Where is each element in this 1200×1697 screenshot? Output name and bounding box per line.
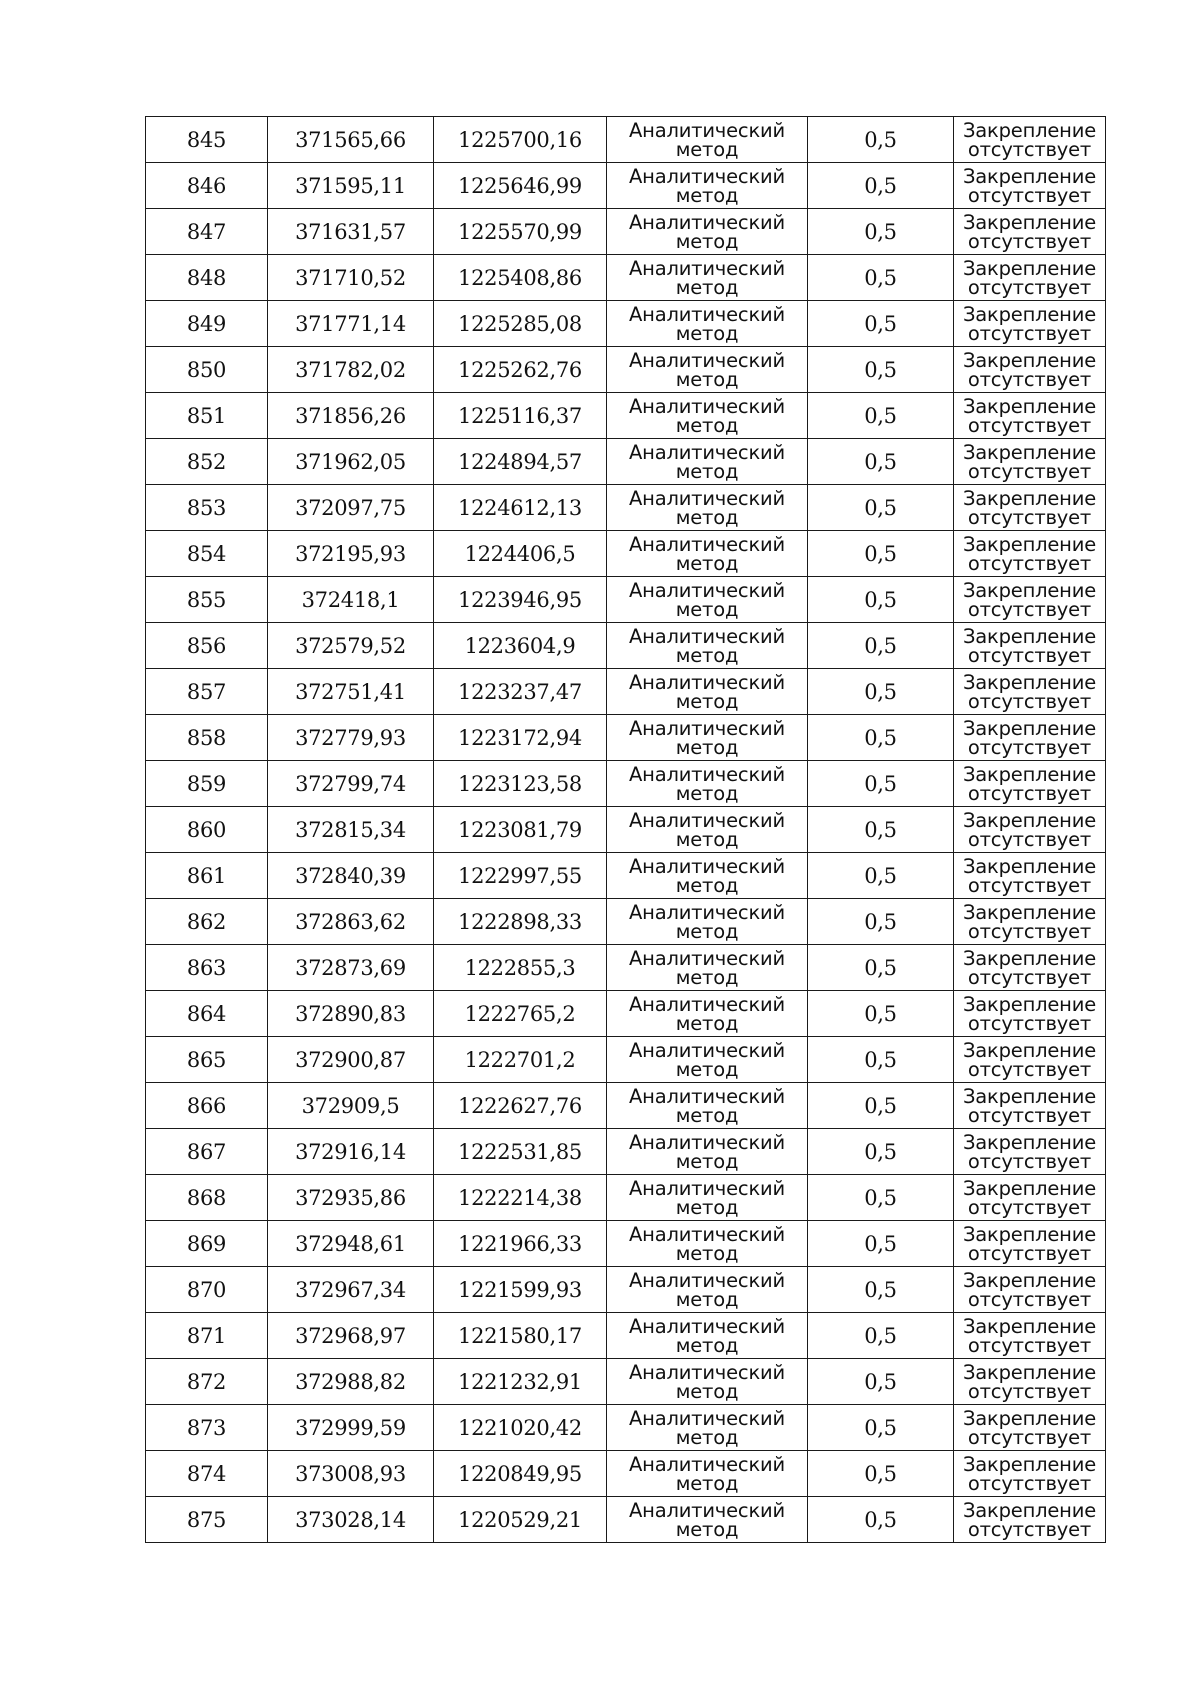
x-coordinate-cell: 372999,59 <box>268 1405 434 1451</box>
accuracy-cell: 0,5 <box>808 1037 954 1083</box>
method-cell: Аналитический метод <box>607 1083 808 1129</box>
fixing-cell: Закрепление отсутствует <box>954 301 1106 347</box>
table-row <box>146 1313 1106 1359</box>
x-coordinate-cell: 371962,05 <box>268 439 434 485</box>
accuracy-cell: 0,5 <box>808 117 954 163</box>
point-number-cell: 852 <box>146 439 268 485</box>
table-row <box>146 899 1106 945</box>
method-cell: Аналитический метод <box>607 1451 808 1497</box>
y-coordinate-cell: 1223604,9 <box>434 623 607 669</box>
point-number-cell: 858 <box>146 715 268 761</box>
table-row <box>146 1359 1106 1405</box>
x-coordinate-cell: 373008,93 <box>268 1451 434 1497</box>
fixing-cell: Закрепление отсутствует <box>954 623 1106 669</box>
method-cell: Аналитический метод <box>607 117 808 163</box>
y-coordinate-cell: 1221966,33 <box>434 1221 607 1267</box>
point-number-cell: 854 <box>146 531 268 577</box>
table-row <box>146 1405 1106 1451</box>
point-number-cell: 865 <box>146 1037 268 1083</box>
point-number-cell: 861 <box>146 853 268 899</box>
y-coordinate-cell: 1222997,55 <box>434 853 607 899</box>
y-coordinate-cell: 1223946,95 <box>434 577 607 623</box>
table-row <box>146 209 1106 255</box>
y-coordinate-cell: 1223081,79 <box>434 807 607 853</box>
table-row <box>146 255 1106 301</box>
method-cell: Аналитический метод <box>607 347 808 393</box>
y-coordinate-cell: 1222855,3 <box>434 945 607 991</box>
x-coordinate-cell: 372840,39 <box>268 853 434 899</box>
point-number-cell: 845 <box>146 117 268 163</box>
y-coordinate-cell: 1222701,2 <box>434 1037 607 1083</box>
y-coordinate-cell: 1225116,37 <box>434 393 607 439</box>
method-cell: Аналитический метод <box>607 485 808 531</box>
table-row <box>146 1221 1106 1267</box>
x-coordinate-cell: 371595,11 <box>268 163 434 209</box>
point-number-cell: 867 <box>146 1129 268 1175</box>
y-coordinate-cell: 1224406,5 <box>434 531 607 577</box>
point-number-cell: 868 <box>146 1175 268 1221</box>
table-row <box>146 1129 1106 1175</box>
x-coordinate-cell: 372968,97 <box>268 1313 434 1359</box>
fixing-cell: Закрепление отсутствует <box>954 899 1106 945</box>
method-cell: Аналитический метод <box>607 623 808 669</box>
method-cell: Аналитический метод <box>607 1129 808 1175</box>
method-cell: Аналитический метод <box>607 209 808 255</box>
accuracy-cell: 0,5 <box>808 899 954 945</box>
method-cell: Аналитический метод <box>607 439 808 485</box>
point-number-cell: 850 <box>146 347 268 393</box>
y-coordinate-cell: 1225408,86 <box>434 255 607 301</box>
method-cell: Аналитический метод <box>607 301 808 347</box>
fixing-cell: Закрепление отсутствует <box>954 945 1106 991</box>
fixing-cell: Закрепление отсутствует <box>954 163 1106 209</box>
point-number-cell: 863 <box>146 945 268 991</box>
fixing-cell: Закрепление отсутствует <box>954 255 1106 301</box>
accuracy-cell: 0,5 <box>808 577 954 623</box>
accuracy-cell: 0,5 <box>808 485 954 531</box>
x-coordinate-cell: 371631,57 <box>268 209 434 255</box>
accuracy-cell: 0,5 <box>808 715 954 761</box>
x-coordinate-cell: 372909,5 <box>268 1083 434 1129</box>
accuracy-cell: 0,5 <box>808 669 954 715</box>
fixing-cell: Закрепление отсутствует <box>954 669 1106 715</box>
table-row <box>146 807 1106 853</box>
x-coordinate-cell: 372779,93 <box>268 715 434 761</box>
x-coordinate-cell: 372815,34 <box>268 807 434 853</box>
fixing-cell: Закрепление отсутствует <box>954 1129 1106 1175</box>
accuracy-cell: 0,5 <box>808 393 954 439</box>
x-coordinate-cell: 371710,52 <box>268 255 434 301</box>
accuracy-cell: 0,5 <box>808 991 954 1037</box>
method-cell: Аналитический метод <box>607 163 808 209</box>
fixing-cell: Закрепление отсутствует <box>954 531 1106 577</box>
point-number-cell: 873 <box>146 1405 268 1451</box>
x-coordinate-cell: 371565,66 <box>268 117 434 163</box>
fixing-cell: Закрепление отсутствует <box>954 485 1106 531</box>
y-coordinate-cell: 1222214,38 <box>434 1175 607 1221</box>
table-row <box>146 1267 1106 1313</box>
x-coordinate-cell: 372890,83 <box>268 991 434 1037</box>
accuracy-cell: 0,5 <box>808 209 954 255</box>
fixing-cell: Закрепление отсутствует <box>954 1037 1106 1083</box>
y-coordinate-cell: 1225646,99 <box>434 163 607 209</box>
table-row <box>146 853 1106 899</box>
method-cell: Аналитический метод <box>607 991 808 1037</box>
fixing-cell: Закрепление отсутствует <box>954 1083 1106 1129</box>
table-row <box>146 669 1106 715</box>
y-coordinate-cell: 1223123,58 <box>434 761 607 807</box>
accuracy-cell: 0,5 <box>808 1129 954 1175</box>
fixing-cell: Закрепление отсутствует <box>954 1359 1106 1405</box>
x-coordinate-cell: 371771,14 <box>268 301 434 347</box>
table-row <box>146 1497 1106 1543</box>
fixing-cell: Закрепление отсутствует <box>954 393 1106 439</box>
fixing-cell: Закрепление отсутствует <box>954 577 1106 623</box>
y-coordinate-cell: 1220529,21 <box>434 1497 607 1543</box>
method-cell: Аналитический метод <box>607 669 808 715</box>
point-number-cell: 874 <box>146 1451 268 1497</box>
fixing-cell: Закрепление отсутствует <box>954 117 1106 163</box>
accuracy-cell: 0,5 <box>808 347 954 393</box>
table-row <box>146 715 1106 761</box>
point-number-cell: 847 <box>146 209 268 255</box>
y-coordinate-cell: 1221020,42 <box>434 1405 607 1451</box>
accuracy-cell: 0,5 <box>808 807 954 853</box>
accuracy-cell: 0,5 <box>808 301 954 347</box>
y-coordinate-cell: 1222627,76 <box>434 1083 607 1129</box>
method-cell: Аналитический метод <box>607 761 808 807</box>
accuracy-cell: 0,5 <box>808 623 954 669</box>
x-coordinate-cell: 372799,74 <box>268 761 434 807</box>
table-row <box>146 485 1106 531</box>
point-number-cell: 859 <box>146 761 268 807</box>
y-coordinate-cell: 1223237,47 <box>434 669 607 715</box>
x-coordinate-cell: 371782,02 <box>268 347 434 393</box>
point-number-cell: 871 <box>146 1313 268 1359</box>
accuracy-cell: 0,5 <box>808 531 954 577</box>
x-coordinate-cell: 372988,82 <box>268 1359 434 1405</box>
fixing-cell: Закрепление отсутствует <box>954 1451 1106 1497</box>
table-row <box>146 1451 1106 1497</box>
method-cell: Аналитический метод <box>607 715 808 761</box>
y-coordinate-cell: 1222531,85 <box>434 1129 607 1175</box>
accuracy-cell: 0,5 <box>808 439 954 485</box>
method-cell: Аналитический метод <box>607 945 808 991</box>
table-row <box>146 761 1106 807</box>
method-cell: Аналитический метод <box>607 1267 808 1313</box>
fixing-cell: Закрепление отсутствует <box>954 347 1106 393</box>
method-cell: Аналитический метод <box>607 255 808 301</box>
point-number-cell: 857 <box>146 669 268 715</box>
table-row <box>146 1037 1106 1083</box>
x-coordinate-cell: 372916,14 <box>268 1129 434 1175</box>
x-coordinate-cell: 372948,61 <box>268 1221 434 1267</box>
accuracy-cell: 0,5 <box>808 1221 954 1267</box>
accuracy-cell: 0,5 <box>808 1451 954 1497</box>
x-coordinate-cell: 371856,26 <box>268 393 434 439</box>
accuracy-cell: 0,5 <box>808 1313 954 1359</box>
accuracy-cell: 0,5 <box>808 1083 954 1129</box>
fixing-cell: Закрепление отсутствует <box>954 209 1106 255</box>
x-coordinate-cell: 372873,69 <box>268 945 434 991</box>
fixing-cell: Закрепление отсутствует <box>954 1267 1106 1313</box>
table-row <box>146 945 1106 991</box>
fixing-cell: Закрепление отсутствует <box>954 1405 1106 1451</box>
table-body <box>146 117 1106 1543</box>
fixing-cell: Закрепление отсутствует <box>954 807 1106 853</box>
point-number-cell: 862 <box>146 899 268 945</box>
method-cell: Аналитический метод <box>607 1037 808 1083</box>
accuracy-cell: 0,5 <box>808 1405 954 1451</box>
table-row <box>146 163 1106 209</box>
y-coordinate-cell: 1225262,76 <box>434 347 607 393</box>
point-number-cell: 848 <box>146 255 268 301</box>
table-row <box>146 1175 1106 1221</box>
table-row <box>146 1083 1106 1129</box>
y-coordinate-cell: 1224612,13 <box>434 485 607 531</box>
fixing-cell: Закрепление отсутствует <box>954 853 1106 899</box>
fixing-cell: Закрепление отсутствует <box>954 1221 1106 1267</box>
fixing-cell: Закрепление отсутствует <box>954 1497 1106 1543</box>
table-row <box>146 117 1106 163</box>
point-number-cell: 855 <box>146 577 268 623</box>
method-cell: Аналитический метод <box>607 577 808 623</box>
table-row <box>146 991 1106 1037</box>
y-coordinate-cell: 1225700,16 <box>434 117 607 163</box>
method-cell: Аналитический метод <box>607 1175 808 1221</box>
point-number-cell: 856 <box>146 623 268 669</box>
y-coordinate-cell: 1222765,2 <box>434 991 607 1037</box>
table-row <box>146 531 1106 577</box>
method-cell: Аналитический метод <box>607 899 808 945</box>
point-number-cell: 853 <box>146 485 268 531</box>
x-coordinate-cell: 372097,75 <box>268 485 434 531</box>
table-row <box>146 347 1106 393</box>
x-coordinate-cell: 372418,1 <box>268 577 434 623</box>
method-cell: Аналитический метод <box>607 1359 808 1405</box>
method-cell: Аналитический метод <box>607 1221 808 1267</box>
point-number-cell: 872 <box>146 1359 268 1405</box>
point-number-cell: 851 <box>146 393 268 439</box>
method-cell: Аналитический метод <box>607 853 808 899</box>
method-cell: Аналитический метод <box>607 1497 808 1543</box>
y-coordinate-cell: 1224894,57 <box>434 439 607 485</box>
point-number-cell: 869 <box>146 1221 268 1267</box>
x-coordinate-cell: 372751,41 <box>268 669 434 715</box>
x-coordinate-cell: 372900,87 <box>268 1037 434 1083</box>
accuracy-cell: 0,5 <box>808 761 954 807</box>
fixing-cell: Закрепление отсутствует <box>954 1313 1106 1359</box>
x-coordinate-cell: 372967,34 <box>268 1267 434 1313</box>
y-coordinate-cell: 1220849,95 <box>434 1451 607 1497</box>
fixing-cell: Закрепление отсутствует <box>954 439 1106 485</box>
y-coordinate-cell: 1222898,33 <box>434 899 607 945</box>
fixing-cell: Закрепление отсутствует <box>954 761 1106 807</box>
table-row <box>146 393 1106 439</box>
accuracy-cell: 0,5 <box>808 163 954 209</box>
y-coordinate-cell: 1225285,08 <box>434 301 607 347</box>
accuracy-cell: 0,5 <box>808 1359 954 1405</box>
y-coordinate-cell: 1221232,91 <box>434 1359 607 1405</box>
x-coordinate-cell: 373028,14 <box>268 1497 434 1543</box>
table-row <box>146 577 1106 623</box>
y-coordinate-cell: 1225570,99 <box>434 209 607 255</box>
point-number-cell: 846 <box>146 163 268 209</box>
x-coordinate-cell: 372863,62 <box>268 899 434 945</box>
method-cell: Аналитический метод <box>607 807 808 853</box>
accuracy-cell: 0,5 <box>808 1497 954 1543</box>
method-cell: Аналитический метод <box>607 1313 808 1359</box>
accuracy-cell: 0,5 <box>808 1175 954 1221</box>
method-cell: Аналитический метод <box>607 531 808 577</box>
table-row <box>146 439 1106 485</box>
x-coordinate-cell: 372195,93 <box>268 531 434 577</box>
point-number-cell: 866 <box>146 1083 268 1129</box>
accuracy-cell: 0,5 <box>808 853 954 899</box>
fixing-cell: Закрепление отсутствует <box>954 715 1106 761</box>
y-coordinate-cell: 1223172,94 <box>434 715 607 761</box>
coordinates-table <box>145 116 1106 1543</box>
accuracy-cell: 0,5 <box>808 255 954 301</box>
y-coordinate-cell: 1221599,93 <box>434 1267 607 1313</box>
y-coordinate-cell: 1221580,17 <box>434 1313 607 1359</box>
point-number-cell: 870 <box>146 1267 268 1313</box>
accuracy-cell: 0,5 <box>808 1267 954 1313</box>
x-coordinate-cell: 372935,86 <box>268 1175 434 1221</box>
table-row <box>146 623 1106 669</box>
x-coordinate-cell: 372579,52 <box>268 623 434 669</box>
point-number-cell: 849 <box>146 301 268 347</box>
point-number-cell: 875 <box>146 1497 268 1543</box>
fixing-cell: Закрепление отсутствует <box>954 991 1106 1037</box>
method-cell: Аналитический метод <box>607 1405 808 1451</box>
table-row <box>146 301 1106 347</box>
accuracy-cell: 0,5 <box>808 945 954 991</box>
method-cell: Аналитический метод <box>607 393 808 439</box>
point-number-cell: 864 <box>146 991 268 1037</box>
fixing-cell: Закрепление отсутствует <box>954 1175 1106 1221</box>
point-number-cell: 860 <box>146 807 268 853</box>
